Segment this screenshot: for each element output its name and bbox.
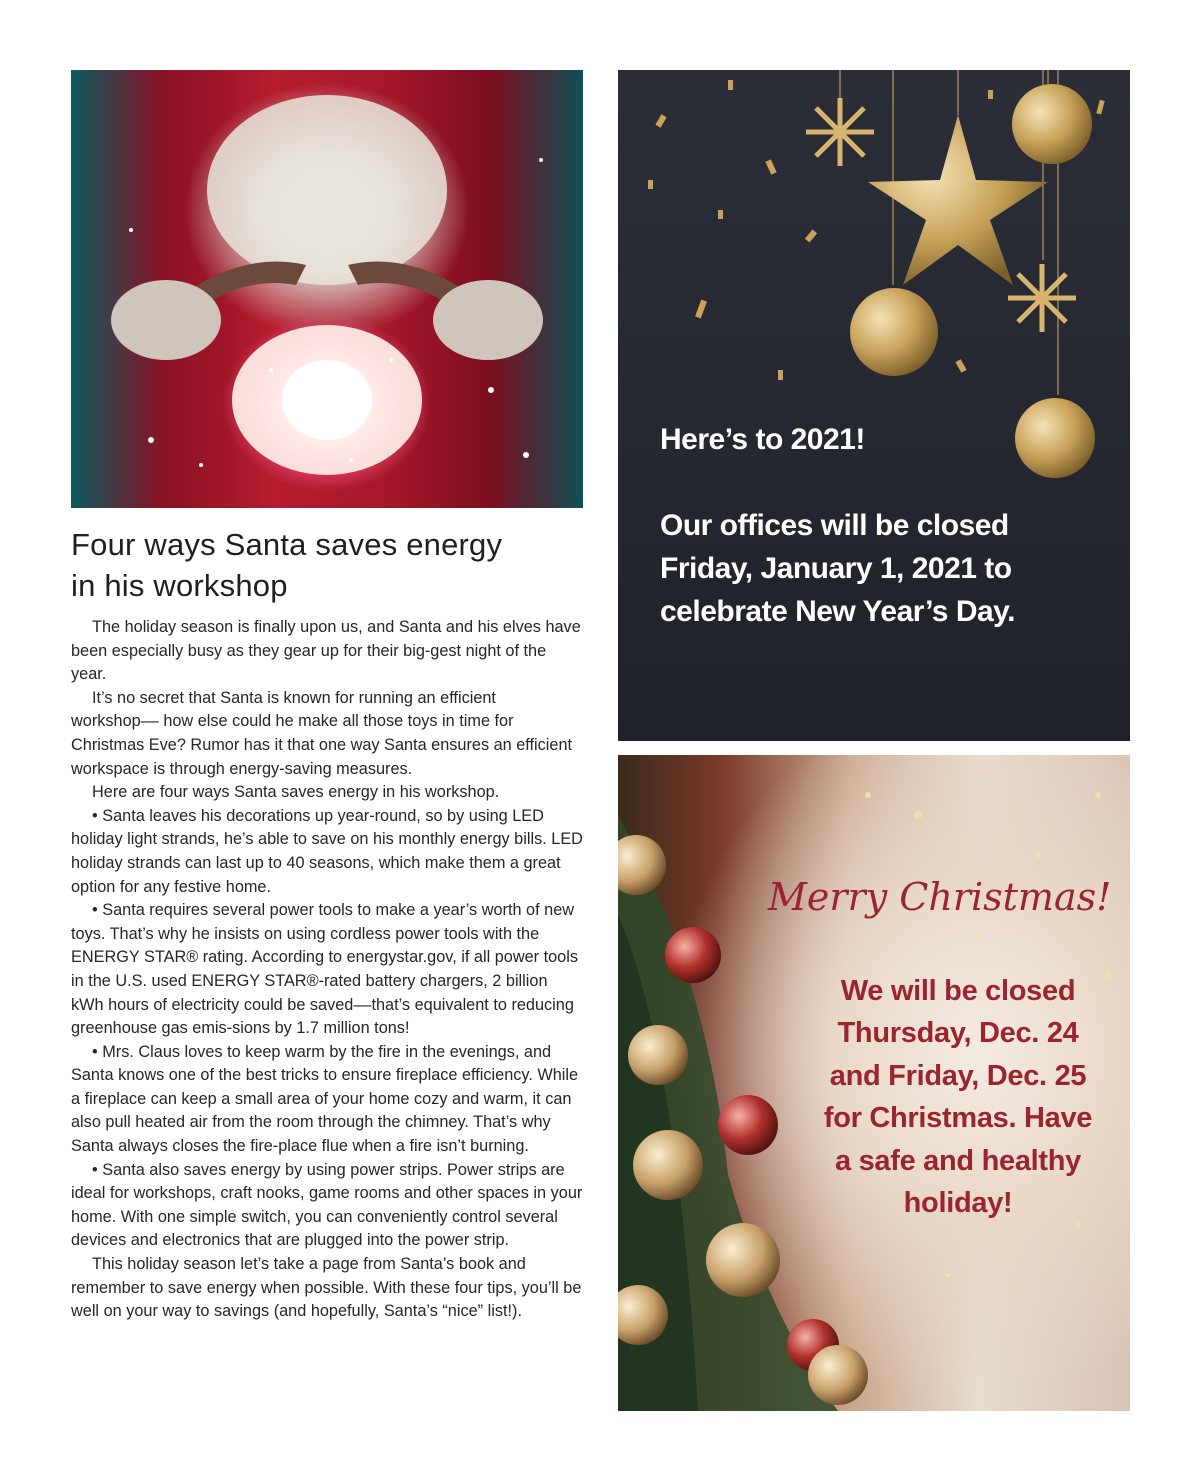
message-line: Thursday, Dec. 24 <box>837 1017 1079 1050</box>
new-year-message <box>660 418 1120 633</box>
closure-line: celebrate New Year’s Day. <box>660 595 1015 628</box>
message-line: We will be closed <box>840 975 1076 1007</box>
article-paragraph: The holiday season is finally upon us, and Santa and his elves have been especially busy as they gear up for their big-gest night of the year. <box>71 618 581 684</box>
article-paragraph: It’s no secret that Santa is known for running an efficient workshop–– how else could he make all those toys in time for Christmas Eve? Rumor has it that one way Santa ensures an efficient workspace is through energy-saving measures. <box>71 688 573 778</box>
message-line: holiday! <box>903 1187 1013 1220</box>
article-paragraph: • Santa also saves energy by using power strips. Power strips are ideal for workshops, craft nooks, game rooms and other spaces in your home. With one simple switch, you can conveniently control several devices and electronics that are plugged into the power strip. <box>71 1160 583 1250</box>
message-line: for Christmas. Have <box>823 1102 1093 1135</box>
ornaments-illustration <box>618 70 1130 741</box>
merry-christmas-heading: Merry Christmas! <box>768 875 1112 919</box>
article-paragraph: • Mrs. Claus loves to keep warm by the fire in the evenings, and Santa knows one of the best tricks to ensure fireplace efficiency. While a fireplace can keep a small area of your home cozy and warm, it can also pull heated air from the room through the chimney. That’s why Santa always closes the fire-place flue when a fire isn’t burning. <box>71 1042 579 1156</box>
article-paragraph: • Santa leaves his decorations up year-round, so by using LED holiday light strands, he’s able to save on his monthly energy bills. LED holiday strands can last up to 40 seasons, which make them a great option for any festive home. <box>71 806 583 896</box>
article-title-line2: in his workshop <box>71 568 288 603</box>
closure-line: Friday, January 1, 2021 to <box>660 552 1012 585</box>
santa-photo <box>71 70 583 508</box>
new-year-card <box>618 70 1130 741</box>
christmas-closure-message <box>808 970 1108 1224</box>
closure-line: Our offices will be closed <box>660 509 1009 542</box>
message-line: and Friday, Dec. 25 <box>829 1059 1087 1092</box>
article-title <box>71 524 583 606</box>
christmas-card <box>618 755 1130 1411</box>
article-paragraph: This holiday season let’s take a page from Santa’s book and remember to save energy when possible. With these four tips, you’ll be well on your way to savings (and hopefully, Santa’s “nice” list!). <box>71 1255 582 1321</box>
santa-illustration <box>71 70 583 508</box>
article-paragraph: Here are four ways Santa saves energy in his workshop. <box>92 783 500 802</box>
article-paragraph: • Santa requires several power tools to make a year’s worth of new toys. That’s why he insists on using cordless power tools with the ENERGY STAR® rating. According to energystar.gov, if all power tools in the U.S. used ENERGY STAR®-rated battery chargers, 2 billion kWh hours of electricity could be saved––that’s equivalent to reducing greenhouse gas emis-sions by 1.7 million tons! <box>71 901 578 1038</box>
article <box>71 520 583 1324</box>
message-line: a safe and healthy <box>834 1144 1082 1177</box>
article-body <box>71 616 583 1324</box>
article-title-line1: Four ways Santa saves energy <box>71 527 503 562</box>
new-year-headline: Here’s to 2021! <box>660 423 865 456</box>
